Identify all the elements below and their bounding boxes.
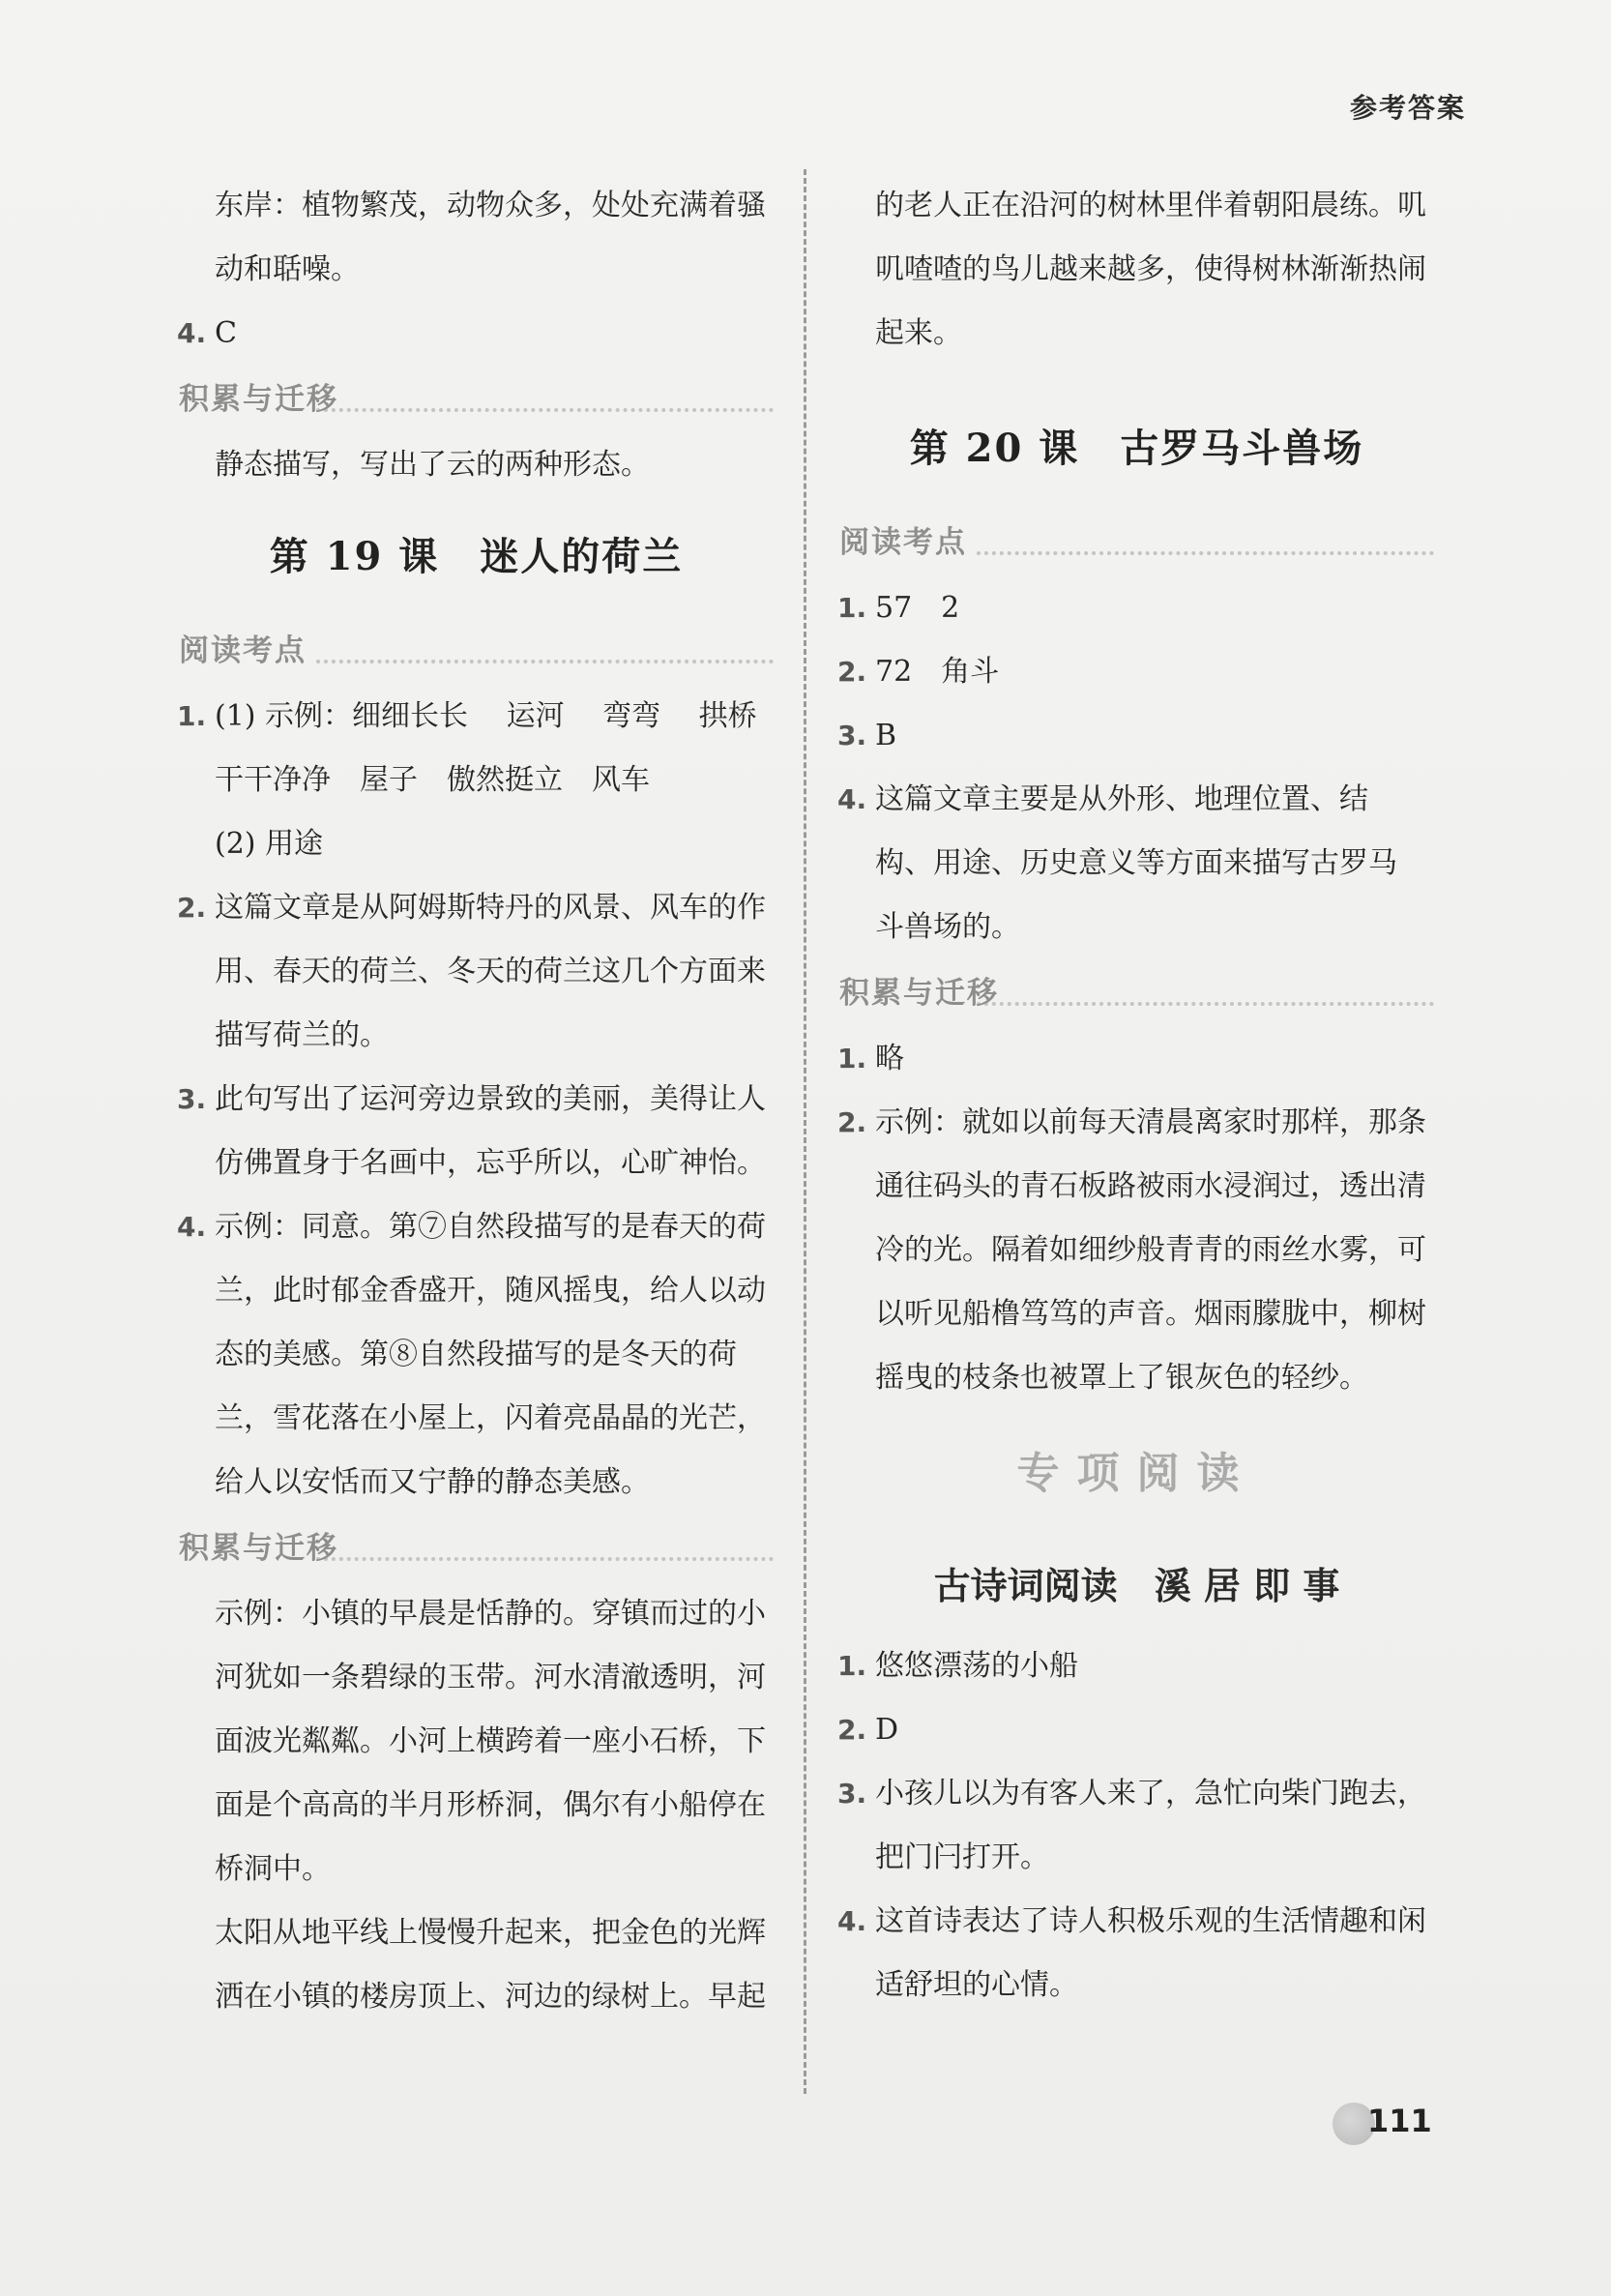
- section-dotted-rule: [316, 1557, 774, 1561]
- page-number-text: 111: [1367, 2103, 1432, 2139]
- right-column: [839, 174, 1434, 2017]
- item-number: 1.: [177, 700, 207, 732]
- essay-line: 太阳从地平线上慢慢升起来，把金色的光辉: [215, 1916, 766, 1950]
- item-text: C: [215, 316, 237, 350]
- essay-line: 河犹如一条碧绿的玉带。河水清澈透明，河: [215, 1661, 766, 1694]
- item-text: 72 角斗: [875, 655, 1000, 689]
- intro-line: 东岸：植物繁茂，动物众多，处处充满着骚: [215, 189, 766, 222]
- item-number: 2.: [837, 656, 867, 688]
- continued-line: 的老人正在沿河的树林里伴着朝阳晨练。叽: [875, 189, 1426, 222]
- item-line: 小孩儿以为有客人来了，急忙向柴门跑去，: [875, 1777, 1426, 1810]
- answer-item-2b: [839, 1091, 1434, 1410]
- special-reading-title: 专项阅读: [1016, 1449, 1257, 1498]
- item-line: 示例：同意。第⑦自然段描写的是春天的荷: [215, 1210, 766, 1244]
- item-line: 描写荷兰的。: [215, 1018, 389, 1052]
- section-label: 积累与迁移: [839, 976, 999, 1011]
- item-line: 用、春天的荷兰、冬天的荷兰这几个方面来: [215, 955, 766, 988]
- item-line: 冷的光。隔着如细纱般青青的雨丝水雾，可: [875, 1233, 1426, 1267]
- item-number: 3.: [177, 1083, 207, 1115]
- section-label: 积累与迁移: [179, 1531, 338, 1566]
- item-number: 1.: [837, 592, 867, 624]
- section-dotted-rule: [316, 660, 774, 663]
- item-line: 这首诗表达了诗人积极乐观的生活情趣和闲: [875, 1904, 1426, 1938]
- section-heading-accumulate: [179, 366, 774, 433]
- item-number: 4.: [837, 1905, 867, 1937]
- section-dotted-rule: [977, 551, 1434, 555]
- left-column: [179, 174, 774, 2029]
- answer-item-1: [179, 685, 774, 876]
- answer-item-1: [839, 576, 1434, 640]
- item-line: 以听见船橹笃笃的声音。烟雨朦胧中，柳树: [875, 1297, 1426, 1331]
- item-text: B: [875, 719, 897, 752]
- essay-line: 面是个高高的半月形桥洞，偶尔有小船停在: [215, 1788, 766, 1822]
- item-line: 适舒坦的心情。: [875, 1968, 1078, 2002]
- item-line: 兰，此时郁金香盛开，随风摇曳，给人以动: [215, 1274, 766, 1308]
- answer-item-1b: [839, 1027, 1434, 1091]
- section-label: 阅读考点: [179, 633, 307, 668]
- section-label: 积累与迁移: [179, 382, 338, 417]
- item-line: (2) 用途: [215, 827, 324, 861]
- item-line: (1) 示例：细细长长 运河 弯弯 拱桥: [215, 699, 757, 733]
- item-number: 2.: [837, 1106, 867, 1138]
- poem-item-1: [839, 1634, 1434, 1698]
- section-heading-accumulate: [839, 959, 1434, 1027]
- item-line: 把门闩打开。: [875, 1840, 1049, 1874]
- item-line: 摇曳的枝条也被罩上了银灰色的轻纱。: [875, 1361, 1368, 1395]
- section-heading-reading: [839, 509, 1434, 576]
- item-line: 兰，雪花落在小屋上，闪着亮晶晶的光芒，: [215, 1401, 766, 1435]
- answer-item-4: [839, 768, 1434, 959]
- continued-line: 叽喳喳的鸟儿越来越多，使得树林渐渐热闹: [875, 252, 1426, 286]
- answer-item-2: [179, 876, 774, 1068]
- item-line: 示例：就如以前每天清晨离家时那样，那条: [875, 1105, 1426, 1139]
- item-number: 1.: [837, 1650, 867, 1682]
- item-number: 4.: [837, 783, 867, 815]
- item-number: 4.: [177, 317, 207, 349]
- essay-line: 洒在小镇的楼房顶上、河边的绿树上。早起: [215, 1980, 766, 2014]
- essay-line: 桥洞中。: [215, 1852, 331, 1886]
- item-number: 2.: [837, 1714, 867, 1746]
- page-header-title: 参考答案: [1349, 92, 1466, 124]
- item-line: 仿佛置身于名画中，忘乎所以，心旷神怡。: [215, 1146, 766, 1180]
- item-number: 1.: [837, 1043, 867, 1074]
- answer-text: 静态描写，写出了云的两种形态。: [215, 448, 650, 482]
- section-dotted-rule: [977, 1002, 1434, 1006]
- item-line: 这篇文章主要是从外形、地理位置、结: [875, 782, 1368, 816]
- poem-item-2: [839, 1698, 1434, 1762]
- lesson-19-title: 第 19 课 迷人的荷兰: [269, 534, 684, 579]
- section-heading-accumulate: [179, 1515, 774, 1582]
- item-text: D: [875, 1713, 899, 1747]
- section-dotted-rule: [316, 408, 774, 412]
- page-number: [1333, 2101, 1432, 2145]
- item-line: 构、用途、历史意义等方面来描写古罗马: [875, 846, 1397, 880]
- item-text: 57 2: [875, 591, 960, 625]
- item-text: 略: [875, 1042, 904, 1075]
- item-number: 2.: [177, 892, 207, 924]
- answer-item-4: [179, 302, 774, 366]
- answer-item-3: [839, 704, 1434, 768]
- item-number: 3.: [837, 720, 867, 751]
- section-heading-reading: [179, 617, 774, 685]
- item-line: 斗兽场的。: [875, 910, 1020, 944]
- answer-item-3: [179, 1068, 774, 1195]
- answer-item-2: [839, 640, 1434, 704]
- poem-item-4: [839, 1890, 1434, 2017]
- intro-line: 动和聒噪。: [215, 252, 360, 286]
- continued-line: 起来。: [875, 316, 962, 350]
- item-line: 给人以安恬而又宁静的静态美感。: [215, 1465, 650, 1499]
- section-label: 阅读考点: [839, 525, 967, 560]
- item-line: 这篇文章是从阿姆斯特丹的风景、风车的作: [215, 891, 766, 925]
- essay-line: 示例：小镇的早晨是恬静的。穿镇而过的小: [215, 1597, 766, 1631]
- item-text: 悠悠漂荡的小船: [875, 1649, 1078, 1683]
- item-number: 4.: [177, 1211, 207, 1243]
- poem-item-3: [839, 1762, 1434, 1890]
- answer-item-4b: [179, 1195, 774, 1515]
- item-number: 3.: [837, 1778, 867, 1810]
- essay-line: 面波光粼粼。小河上横跨着一座小石桥，下: [215, 1724, 766, 1758]
- column-divider: [804, 169, 806, 2094]
- lesson-20-title: 第 20 课 古罗马斗兽场: [909, 426, 1364, 471]
- item-line: 干干净净 屋子 傲然挺立 风车: [215, 763, 650, 797]
- item-line: 通往码头的青石板路被雨水浸润过，透出清: [875, 1169, 1426, 1203]
- poem-title: 古诗词阅读 溪 居 即 事: [933, 1564, 1340, 1607]
- item-line: 态的美感。第⑧自然段描写的是冬天的荷: [215, 1338, 737, 1371]
- item-line: 此句写出了运河旁边景致的美丽，美得让人: [215, 1082, 766, 1116]
